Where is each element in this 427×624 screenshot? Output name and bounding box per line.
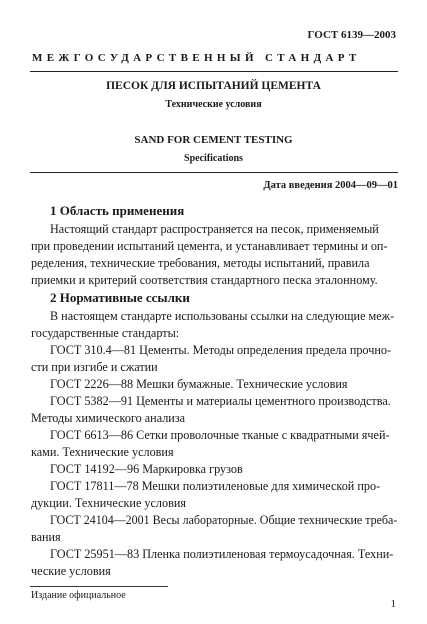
section-2-line: ГОСТ 17811—78 Мешки полиэтиленовые для химической про- <box>50 479 381 493</box>
section-1-line: приемки и критерий соответствия стандартного песка эталонному. <box>31 273 378 287</box>
subtitle-english: Specifications <box>184 153 243 164</box>
introduction-date: Дата введения 2004—09—01 <box>263 180 398 191</box>
section-1-heading: 1 Область применения <box>50 203 185 218</box>
section-2-line: ГОСТ 24104—2001 Весы лабораторные. Общие технические треба- <box>50 513 398 527</box>
document-number: ГОСТ 6139—2003 <box>307 29 396 41</box>
page-number: 1 <box>390 598 396 610</box>
section-1-line: Настоящий стандарт распространяется на песок, применяемый <box>50 222 379 236</box>
section-2-line: ГОСТ 2226—88 Мешки бумажные. Технические условия <box>50 377 348 391</box>
section-1-line: при проведении испытаний цемента, и устанавливает термины и оп- <box>31 239 388 253</box>
title-rule <box>30 172 398 173</box>
section-2-line: ГОСТ 6613—86 Сетки проволочные тканые с квадратными ячей- <box>50 428 390 442</box>
section-2-line: В настоящем стандарте использованы ссылки на следующие меж- <box>50 309 395 323</box>
subtitle-russian: Технические условия <box>165 99 262 110</box>
section-2-line: вания <box>31 530 61 544</box>
section-2-line: государственные стандарты: <box>31 326 180 340</box>
section-2-line: сти при изгибе и сжатии <box>31 360 158 374</box>
section-2-line: дукции. Технические условия <box>31 496 186 510</box>
official-edition-note: Издание официальное <box>31 590 126 601</box>
section-1-line: ределения, технические требования, методы испытаний, правила <box>31 256 370 270</box>
section-2-line: ческие условия <box>31 564 111 578</box>
section-2-line: Методы химического анализа <box>31 411 186 425</box>
title-russian: ПЕСОК ДЛЯ ИСПЫТАНИЙ ЦЕМЕНТА <box>106 80 321 92</box>
section-2-line: ГОСТ 5382—91 Цементы и материалы цементного производства. <box>50 394 391 408</box>
section-2-line: ками. Технические условия <box>31 445 174 459</box>
title-english: SAND FOR CEMENT TESTING <box>134 134 293 146</box>
section-2-line: ГОСТ 14192—96 Маркировка грузов <box>50 462 243 476</box>
section-2-line: ГОСТ 25951—83 Пленка полиэтиленовая термоусадочная. Техни- <box>50 547 394 561</box>
header-rule <box>30 71 398 72</box>
footnote-rule <box>30 586 168 587</box>
section-2-line: ГОСТ 310.4—81 Цементы. Методы определения предела прочно- <box>50 343 392 357</box>
interstate-standard-banner: МЕЖГОСУДАРСТВЕННЫЙ СТАНДАРТ <box>32 52 361 64</box>
section-2-heading: 2 Нормативные ссылки <box>50 290 190 305</box>
